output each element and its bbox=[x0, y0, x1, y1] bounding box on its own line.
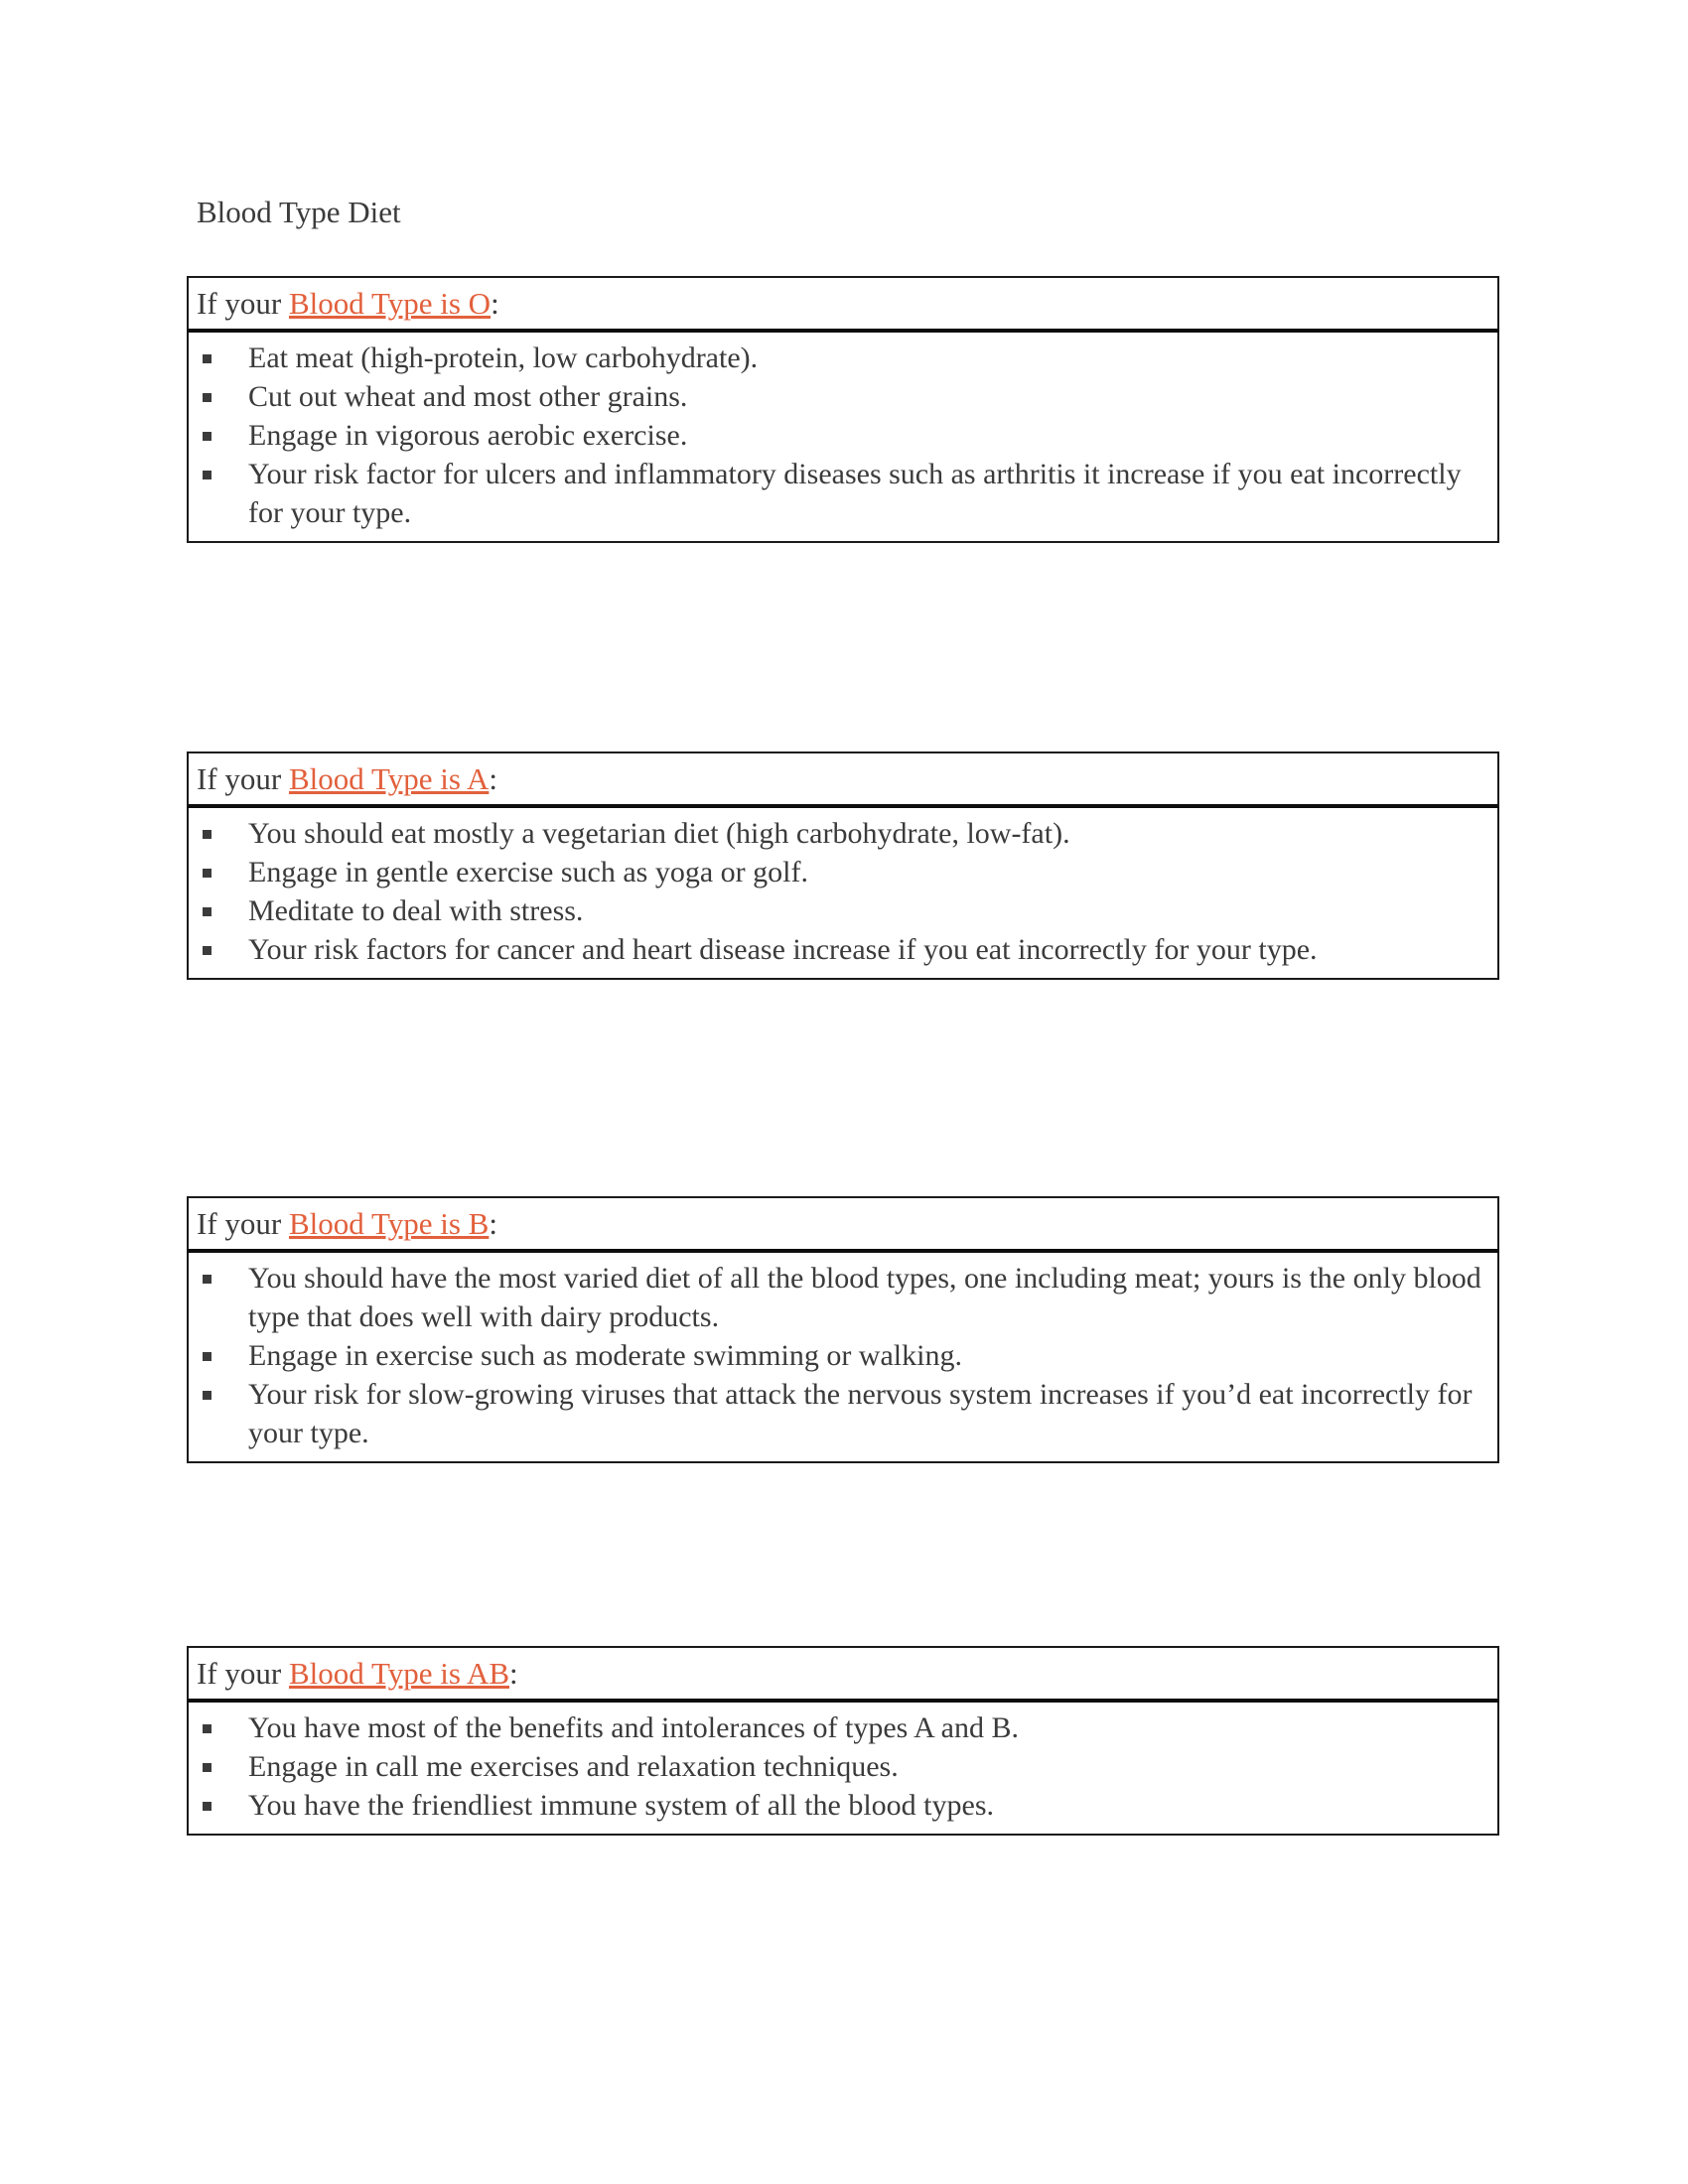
list-item-text: Your risk factor for ulcers and inflammatory diseases such as arthritis it increase if you eat incorrectly for your type. bbox=[248, 458, 1462, 529]
blood-type-o-table bbox=[187, 276, 1499, 543]
list-item bbox=[189, 891, 1483, 930]
blood-type-ab-bullet-list bbox=[189, 1708, 1483, 1825]
list-item bbox=[189, 416, 1483, 455]
page-title: Blood Type Diet bbox=[197, 195, 401, 229]
square-bullet-icon bbox=[203, 1275, 211, 1284]
square-bullet-icon bbox=[203, 1352, 211, 1361]
blood-type-b-header bbox=[187, 1196, 1499, 1253]
blood-type-ab-body bbox=[187, 1703, 1499, 1836]
list-item-text: Engage in gentle exercise such as yoga or golf. bbox=[248, 856, 808, 888]
list-item bbox=[189, 455, 1483, 532]
blood-type-o-bullet-list bbox=[189, 339, 1483, 532]
square-bullet-icon bbox=[203, 830, 211, 839]
blood-type-a-table bbox=[187, 751, 1499, 980]
square-bullet-icon bbox=[203, 354, 211, 363]
list-item-text: Your risk for slow-growing viruses that attack the nervous system increases if you’d eat incorrectly for your type. bbox=[248, 1378, 1473, 1449]
header-suffix-text: : bbox=[509, 1656, 518, 1691]
header-prefix-text: If your bbox=[197, 1656, 289, 1691]
blood-type-o-body bbox=[187, 333, 1499, 543]
list-item-text: You should eat mostly a vegetarian diet (high carbohydrate, low-fat). bbox=[248, 817, 1070, 850]
square-bullet-icon bbox=[203, 907, 211, 916]
square-bullet-icon bbox=[203, 471, 211, 479]
list-item bbox=[189, 1375, 1483, 1452]
list-item-text: Your risk factors for cancer and heart disease increase if you eat incorrectly for your type. bbox=[248, 933, 1318, 966]
blood-type-a-bullet-list bbox=[189, 814, 1483, 969]
blood-type-o-header bbox=[187, 276, 1499, 333]
list-item bbox=[189, 1747, 1483, 1786]
list-item bbox=[189, 1786, 1483, 1825]
blood-type-o-link[interactable]: Blood Type is O bbox=[288, 286, 492, 321]
list-item bbox=[189, 1336, 1483, 1375]
list-item bbox=[189, 377, 1483, 416]
blood-type-b-bullet-list bbox=[189, 1259, 1483, 1452]
list-item-text: Meditate to deal with stress. bbox=[248, 894, 584, 927]
square-bullet-icon bbox=[203, 869, 211, 878]
header-prefix-text: If your bbox=[197, 1206, 289, 1241]
square-bullet-icon bbox=[203, 1391, 211, 1400]
header-prefix-text: If your bbox=[197, 761, 289, 796]
list-item bbox=[189, 339, 1483, 377]
header-suffix-text: : bbox=[489, 1206, 497, 1241]
blood-type-ab-table bbox=[187, 1646, 1499, 1836]
list-item-text: You should have the most varied diet of all the blood types, one including meat; yours is the only blood type that does well with dairy products. bbox=[248, 1262, 1481, 1333]
header-suffix-text: : bbox=[491, 286, 499, 321]
list-item bbox=[189, 930, 1483, 969]
list-item bbox=[189, 1708, 1483, 1747]
header-prefix-text: If your bbox=[197, 286, 289, 321]
list-item bbox=[189, 853, 1483, 891]
square-bullet-icon bbox=[203, 946, 211, 955]
square-bullet-icon bbox=[203, 1802, 211, 1811]
blood-type-b-link[interactable]: Blood Type is B bbox=[288, 1206, 490, 1241]
list-item-text: Engage in vigorous aerobic exercise. bbox=[248, 419, 688, 452]
list-item-text: Engage in exercise such as moderate swimming or walking. bbox=[248, 1339, 962, 1372]
list-item-text: Eat meat (high-protein, low carbohydrate). bbox=[248, 341, 759, 374]
blood-type-ab-link[interactable]: Blood Type is AB bbox=[288, 1656, 510, 1691]
list-item bbox=[189, 1259, 1483, 1336]
list-item-text: You have the friendliest immune system of all the blood types. bbox=[248, 1789, 995, 1822]
header-suffix-text: : bbox=[489, 761, 497, 796]
list-item-text: Cut out wheat and most other grains. bbox=[248, 380, 688, 413]
blood-type-b-table bbox=[187, 1196, 1499, 1463]
list-item-text: You have most of the benefits and intolerances of types A and B. bbox=[248, 1711, 1019, 1744]
square-bullet-icon bbox=[203, 1763, 211, 1772]
square-bullet-icon bbox=[203, 1724, 211, 1733]
blood-type-a-link[interactable]: Blood Type is A bbox=[288, 761, 490, 796]
square-bullet-icon bbox=[203, 393, 211, 402]
blood-type-b-body bbox=[187, 1253, 1499, 1463]
list-item-text: Engage in call me exercises and relaxation techniques. bbox=[248, 1750, 899, 1783]
list-item bbox=[189, 814, 1483, 853]
blood-type-a-body bbox=[187, 808, 1499, 980]
blood-type-a-header bbox=[187, 751, 1499, 808]
blood-type-ab-header bbox=[187, 1646, 1499, 1703]
square-bullet-icon bbox=[203, 432, 211, 441]
